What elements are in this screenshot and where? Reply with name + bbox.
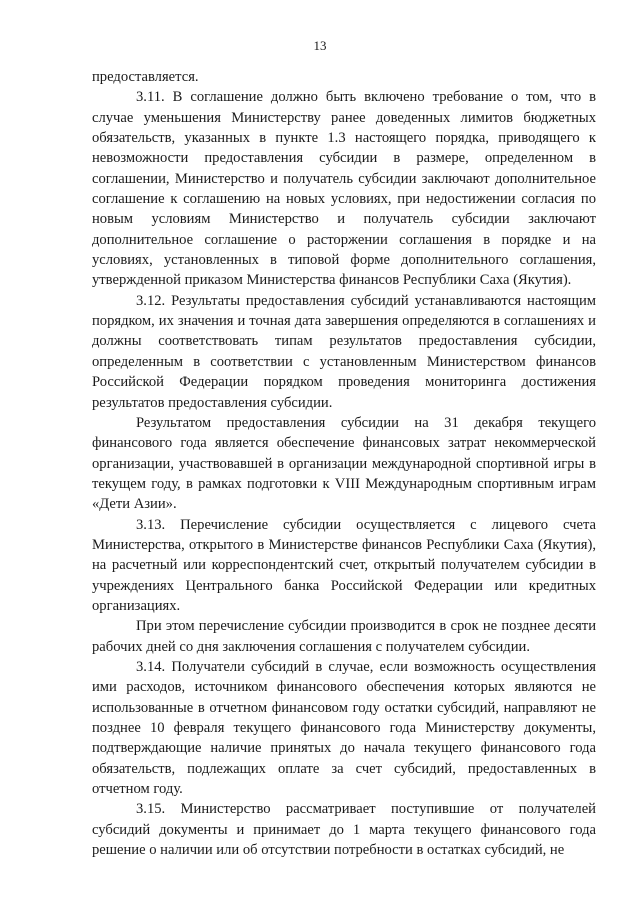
document-body xyxy=(92,67,596,860)
paragraph-3-13: 3.13. Перечисление субсидии осуществляется с лицевого счета Министерства, открытого в Министерстве финансов Республики Саха (Якутия), на расчетный или корреспондентский счет, открытый получателем субсидии в учреждениях Центрального банка Российской Федерации или кредитных организациях. xyxy=(92,516,596,614)
paragraph-3-12: 3.12. Результаты предоставления субсидий устанавливаются настоящим порядком, их значения и точная дата завершения определяются в соглашениях и должны соответствовать типам результатов предоставления субсидии, определенным в соответствии с установленным Министерством финансов Российской Федерации порядком проведения мониторинга достижения результатов предоставления субсидии. xyxy=(92,292,596,411)
paragraph-3-15: 3.15. Министерство рассматривает поступившие от получателей субсидий документы и принимает до 1 марта текущего финансового года решение о наличии или об отсутствии потребности в остатках субсидий, не xyxy=(92,801,596,859)
page-number: 13 xyxy=(313,38,327,53)
paragraph-continuation: предоставляется. xyxy=(92,69,199,85)
paragraph-3-13-term: При этом перечисление субсидии производится в срок не позднее десяти рабочих дней со дня заключения соглашения с получателем субсидии. xyxy=(92,618,596,655)
paragraph-3-11: 3.11. В соглашение должно быть включено требование о том, что в случае уменьшения Министерству ранее доведенных лимитов бюджетных обязательств, указанных в пункте 1.3 настоящего порядка, приводящего к невозможности предоставления субсидии в размере, определенном в соглашении, Министерство и получатель субсидии заключают дополнительное соглашение к соглашению на новых условиях, при недостижении согласия по новым условиям Министерство и получатель субсидии заключают дополнительное соглашение о расторжении соглашения в порядке и на условиях, установленных в типовой форме дополнительного соглашения, утвержденной приказом Министерства финансов Республики Саха (Якутия). xyxy=(92,89,596,289)
paragraph-3-14: 3.14. Получатели субсидий в случае, если возможность осуществления ими расходов, источником финансового обеспечения которых являются не использованные в отчетном финансовом году остатки субсидий, направляют не позднее 10 февраля текущего финансового года Министерству документы, подтверждающие наличие принятых до начала текущего финансового года обязательств, подлежащих оплате за счет субсидий, предоставленных в отчетном году. xyxy=(92,658,596,798)
paragraph-3-12-result: Результатом предоставления субсидии на 31 декабря текущего финансового года является обеспечение финансовых затрат некоммерческой организации, участвовавшей в организации международной спортивной игры в текущем году, в рамках подготовки к VIII Международным спортивным играм «Дети Азии». xyxy=(92,414,596,513)
